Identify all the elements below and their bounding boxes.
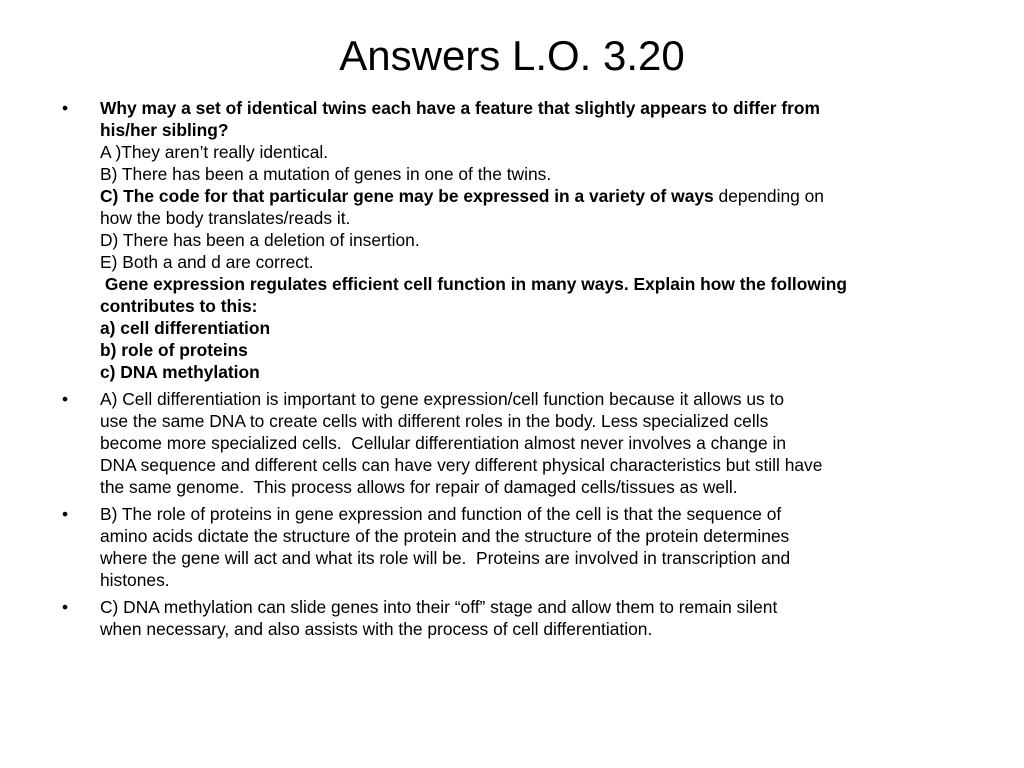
question1-option-c-line2: how the body translates/reads it.	[100, 208, 351, 228]
answer-c-line: C) DNA methylation can slide genes into their “off” stage and allow them to remain silent	[100, 597, 778, 617]
question1-option-c-line1	[100, 185, 970, 207]
question1-prompt-line2: his/her sibling?	[100, 120, 229, 140]
bullet-answer-a	[60, 388, 970, 498]
slide-title: Answers L.O. 3.20	[339, 32, 685, 79]
answer-b-line: histones.	[100, 570, 170, 590]
answer-a-line: the same genome. This process allows for repair of damaged cells/tissues as well.	[100, 477, 738, 497]
answer-b-line: B) The role of proteins in gene expression and function of the cell is that the sequence of	[100, 504, 782, 524]
question2-item-a: a) cell differentiation	[100, 318, 271, 338]
question1-option-a: A )They aren’t really identical.	[100, 142, 329, 162]
question2-prompt-line2: contributes to this:	[100, 296, 258, 316]
bullet-answer-b	[60, 503, 970, 591]
answer-a-line: become more specialized cells. Cellular differentiation almost never involves a change in	[100, 433, 786, 453]
answer-c-line: when necessary, and also assists with the process of cell differentiation.	[100, 619, 653, 639]
slide-body	[60, 97, 970, 645]
bullet-dot: •	[62, 597, 69, 617]
question1-option-d: D) There has been a deletion of insertion.	[100, 230, 420, 250]
bullet-dot: •	[62, 98, 69, 118]
question2-prompt-line1: Gene expression regulates efficient cell function in many ways. Explain how the following	[100, 274, 847, 294]
answer-b-line: amino acids dictate the structure of the protein and the structure of the protein determines	[100, 526, 790, 546]
answer-b-line: where the gene will act and what its role will be. Proteins are involved in transcription and	[100, 548, 791, 568]
bullet-dot: •	[62, 389, 69, 409]
answer-a-line: use the same DNA to create cells with different roles in the body. Less specialized cells	[100, 411, 769, 431]
question1-option-c-rest: depending on	[713, 186, 824, 206]
bullet-questions	[60, 97, 970, 383]
question1-prompt-line1: Why may a set of identical twins each have a feature that slightly appears to differ from	[100, 98, 820, 118]
question1-option-c-bold: C) The code for that particular gene may be expressed in a variety of ways	[100, 186, 714, 206]
question1-option-b: B) There has been a mutation of genes in one of the twins.	[100, 164, 552, 184]
question2-item-b: b) role of proteins	[100, 340, 248, 360]
bullet-answer-c	[60, 596, 970, 640]
bullet-dot: •	[62, 504, 69, 524]
answer-a-line: DNA sequence and different cells can have very different physical characteristics but still have	[100, 455, 823, 475]
question1-option-e: E) Both a and d are correct.	[100, 252, 314, 272]
question2-item-c: c) DNA methylation	[100, 362, 260, 382]
answer-a-line: A) Cell differentiation is important to gene expression/cell function because it allows us to	[100, 389, 785, 409]
